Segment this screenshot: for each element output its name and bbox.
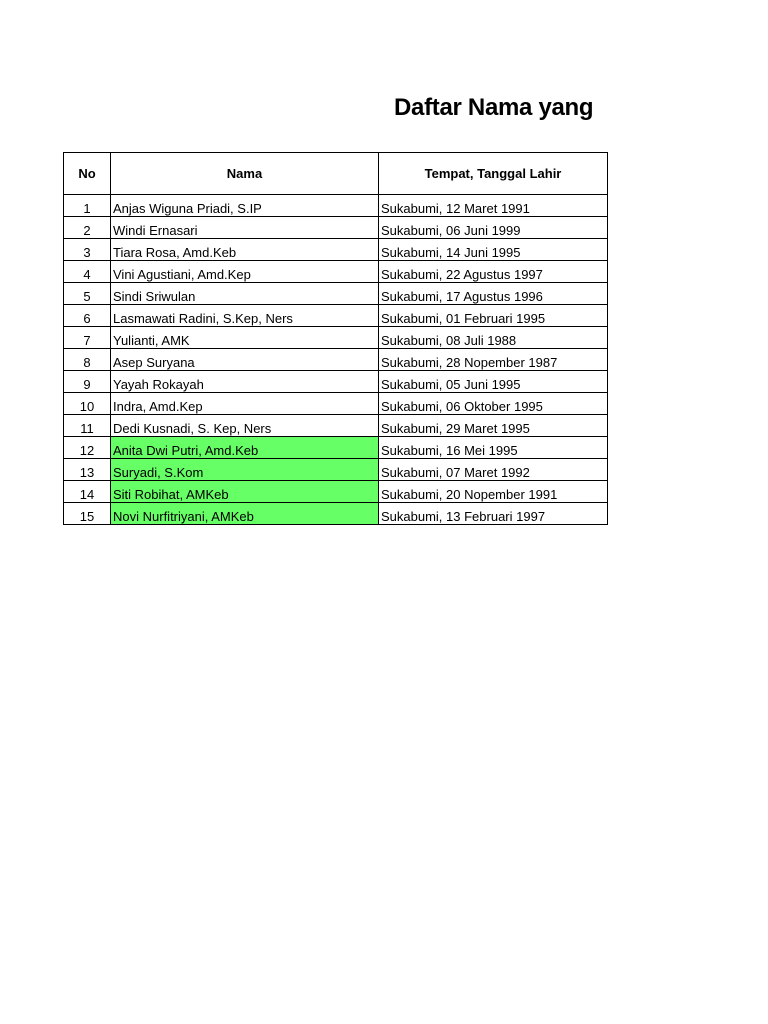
- table-row: [64, 459, 608, 481]
- cell-no: 13: [64, 459, 111, 481]
- cell-no: 14: [64, 481, 111, 503]
- cell-tempat-tanggal-lahir: Sukabumi, 07 Maret 1992: [379, 459, 608, 481]
- table-row: [64, 415, 608, 437]
- cell-no: 2: [64, 217, 111, 239]
- cell-nama: Vini Agustiani, Amd.Kep: [111, 261, 379, 283]
- header-nama: Nama: [111, 153, 379, 195]
- cell-nama: Indra, Amd.Kep: [111, 393, 379, 415]
- table-row: [64, 437, 608, 459]
- header-no: No: [64, 153, 111, 195]
- cell-tempat-tanggal-lahir: Sukabumi, 08 Juli 1988: [379, 327, 608, 349]
- page-title: Daftar Nama yang: [394, 94, 594, 121]
- cell-no: 15: [64, 503, 111, 525]
- cell-nama: Tiara Rosa, Amd.Keb: [111, 239, 379, 261]
- cell-no: 11: [64, 415, 111, 437]
- cell-tempat-tanggal-lahir: Sukabumi, 28 Nopember 1987: [379, 349, 608, 371]
- cell-nama: Yayah Rokayah: [111, 371, 379, 393]
- table-row: [64, 503, 608, 525]
- cell-no: 8: [64, 349, 111, 371]
- table-row: [64, 283, 608, 305]
- cell-tempat-tanggal-lahir: Sukabumi, 06 Juni 1999: [379, 217, 608, 239]
- cell-nama: Anita Dwi Putri, Amd.Keb: [111, 437, 379, 459]
- cell-nama: Windi Ernasari: [111, 217, 379, 239]
- cell-tempat-tanggal-lahir: Sukabumi, 20 Nopember 1991: [379, 481, 608, 503]
- cell-tempat-tanggal-lahir: Sukabumi, 01 Februari 1995: [379, 305, 608, 327]
- cell-nama: Suryadi, S.Kom: [111, 459, 379, 481]
- table-row: [64, 371, 608, 393]
- cell-no: 3: [64, 239, 111, 261]
- cell-nama: Lasmawati Radini, S.Kep, Ners: [111, 305, 379, 327]
- cell-no: 4: [64, 261, 111, 283]
- cell-tempat-tanggal-lahir: Sukabumi, 05 Juni 1995: [379, 371, 608, 393]
- table-row: [64, 393, 608, 415]
- cell-nama: Siti Robihat, AMKeb: [111, 481, 379, 503]
- cell-tempat-tanggal-lahir: Sukabumi, 29 Maret 1995: [379, 415, 608, 437]
- table-row: [64, 305, 608, 327]
- table-row: [64, 261, 608, 283]
- cell-nama: Anjas Wiguna Priadi, S.IP: [111, 195, 379, 217]
- table-row: [64, 481, 608, 503]
- cell-tempat-tanggal-lahir: Sukabumi, 17 Agustus 1996: [379, 283, 608, 305]
- title-container: [380, 92, 606, 132]
- cell-tempat-tanggal-lahir: Sukabumi, 12 Maret 1991: [379, 195, 608, 217]
- cell-nama: Dedi Kusnadi, S. Kep, Ners: [111, 415, 379, 437]
- cell-nama: Asep Suryana: [111, 349, 379, 371]
- cell-no: 10: [64, 393, 111, 415]
- table-body: [64, 195, 608, 525]
- cell-tempat-tanggal-lahir: Sukabumi, 22 Agustus 1997: [379, 261, 608, 283]
- cell-no: 5: [64, 283, 111, 305]
- cell-tempat-tanggal-lahir: Sukabumi, 06 Oktober 1995: [379, 393, 608, 415]
- header-tempat-tanggal-lahir: Tempat, Tanggal Lahir: [379, 153, 608, 195]
- cell-tempat-tanggal-lahir: Sukabumi, 14 Juni 1995: [379, 239, 608, 261]
- table-row: [64, 349, 608, 371]
- name-list-table: [63, 152, 608, 525]
- cell-no: 12: [64, 437, 111, 459]
- cell-nama: Sindi Sriwulan: [111, 283, 379, 305]
- cell-no: 6: [64, 305, 111, 327]
- header-row: [64, 153, 608, 195]
- table-row: [64, 195, 608, 217]
- table-row: [64, 239, 608, 261]
- cell-tempat-tanggal-lahir: Sukabumi, 16 Mei 1995: [379, 437, 608, 459]
- table-row: [64, 327, 608, 349]
- cell-tempat-tanggal-lahir: Sukabumi, 13 Februari 1997: [379, 503, 608, 525]
- cell-nama: Novi Nurfitriyani, AMKeb: [111, 503, 379, 525]
- table-row: [64, 217, 608, 239]
- cell-no: 1: [64, 195, 111, 217]
- cell-nama: Yulianti, AMK: [111, 327, 379, 349]
- cell-no: 7: [64, 327, 111, 349]
- cell-no: 9: [64, 371, 111, 393]
